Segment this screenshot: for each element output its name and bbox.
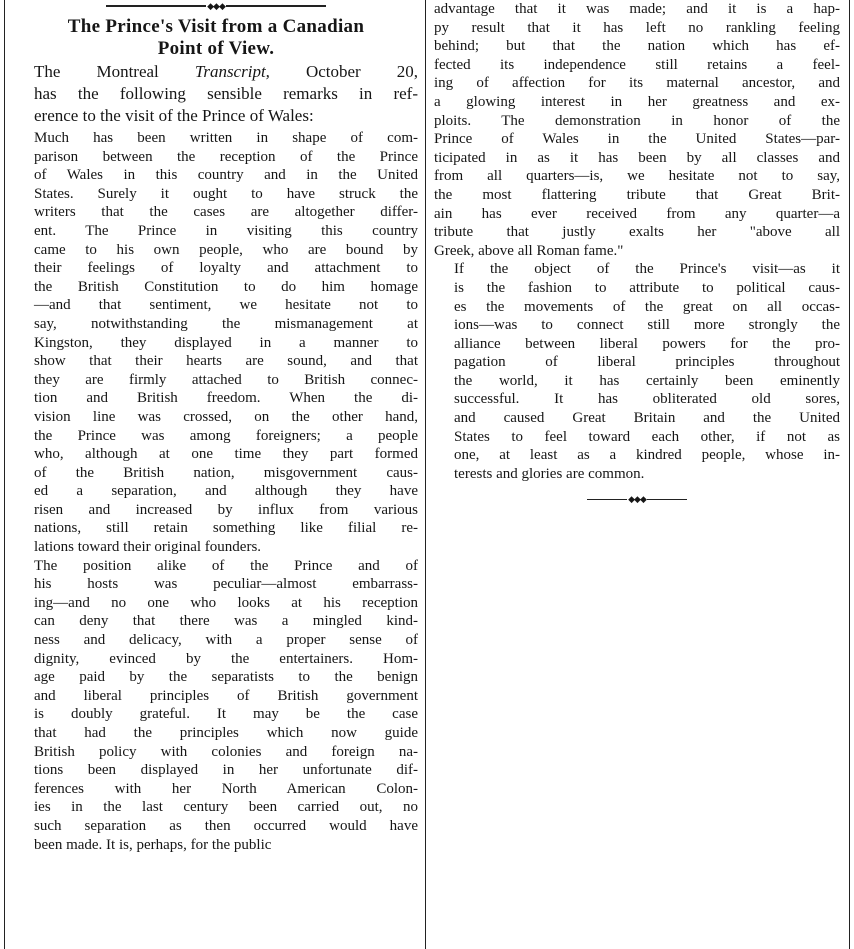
- text-line: —and that sentiment, we hesitate not to: [34, 297, 418, 314]
- text-line: of the British nation, misgovernment caus-: [34, 464, 418, 481]
- text-line: ploits. The demonstration in honor of the: [434, 112, 840, 129]
- text-line: the world, it has certainly been eminently: [454, 372, 840, 389]
- text-line: parison between the reception of the Prince: [34, 148, 418, 165]
- text-line: tribute that justly exalts her "above all: [434, 224, 840, 241]
- text-line: ness and delicacy, with a proper sense of: [34, 632, 418, 649]
- text-line: States. Surely it ought to have struck the: [34, 185, 418, 202]
- column-divider-rule: [425, 0, 426, 949]
- text-line: ticipated in as it has been by all classes and: [434, 149, 840, 166]
- text-line: Greek, above all Roman fame.": [434, 242, 624, 259]
- text-line: show that their hearts are sound, and that: [34, 353, 418, 370]
- text-line: tion and British freedom. When the di-: [34, 390, 418, 407]
- text-line: that had the principles which now guide: [34, 725, 418, 741]
- text-line: ing of affection for its maternal ancestor, and: [434, 75, 840, 92]
- text-line: behind; but that the nation which has ef-: [434, 38, 840, 55]
- text-line: the British Constitution to do him homage: [34, 278, 418, 295]
- end-ornament-rule: ◆◆◆: [434, 493, 840, 505]
- top-ornament-rule: ◆◆◆: [14, 0, 418, 12]
- paragraph-2-continued: [434, 0, 840, 260]
- text-line: from all quarters—is, we hesitate not to say,: [434, 168, 840, 185]
- text-line: ent. The Prince in visiting this country: [34, 222, 418, 239]
- right-column: [434, 0, 840, 505]
- intro-line: has the following sensible remarks in ref-: [34, 84, 418, 103]
- text-line: If the object of the Prince's visit—as it: [454, 261, 840, 278]
- text-line: writers that the cases are altogether differ-: [34, 204, 418, 221]
- text-line: is doubly grateful. It may be the case: [34, 706, 418, 723]
- text-line: py result that it has left no rankling feeling: [434, 19, 840, 36]
- text-line: and liberal principles of British government: [34, 687, 418, 704]
- text-line: say, notwithstanding the mismanagement at: [34, 315, 418, 332]
- text-line: successful. It has obliterated old sores,: [454, 391, 840, 408]
- text-line: came to his own people, who are bound by: [34, 241, 418, 258]
- text-line: Much has been written in shape of com-: [34, 130, 418, 146]
- text-line: been made. It is, perhaps, for the public: [34, 836, 272, 853]
- text-line: ain has ever received from any quarter—a: [434, 205, 840, 222]
- text-line: ies in the last century been carried out, no: [34, 799, 418, 816]
- text-line: nations, still retain something like filial re-: [34, 520, 418, 537]
- text-line: pagation of liberal principles throughout: [454, 354, 840, 371]
- text-line: a glowing interest in her greatness and ex-: [434, 93, 840, 110]
- text-line: Kingston, they displayed in a manner to: [34, 334, 418, 351]
- left-column: [14, 0, 418, 854]
- text-line: such separation as then occurred would have: [34, 817, 418, 834]
- text-line: is the fashion to attribute to political caus-: [454, 279, 840, 296]
- text-line: age paid by the separatists to the benign: [34, 669, 418, 686]
- text-line: ferences with her North American Colon-: [34, 780, 418, 797]
- headline-line-1: The Prince's Visit from a Canadian: [67, 16, 365, 37]
- intro-line: The Montreal Transcript, October 20,: [34, 62, 418, 81]
- text-line: dignity, evinced by the entertainers. Hom-: [34, 650, 418, 667]
- right-border-rule: [849, 0, 850, 949]
- text-line: ing—and no one who looks at his reception: [34, 594, 418, 611]
- text-line: risen and increased by influx from various: [34, 501, 418, 518]
- paragraph-1: [14, 129, 418, 557]
- text-line: who, although at one time they part formed: [34, 446, 418, 463]
- text-line: advantage that it was made; and it is a hap-: [434, 1, 840, 17]
- text-line: his hosts was peculiar—almost embarrass-: [34, 576, 418, 593]
- text-line: the Prince was among foreigners; a people: [34, 427, 418, 444]
- text-line: es the movements of the great on all occas-: [454, 298, 840, 315]
- text-line: one, at least as a kindred people, whose in-: [454, 447, 840, 464]
- text-line: they are firmly attached to British connec-: [34, 371, 418, 388]
- publication-name: Transcript,: [194, 62, 270, 81]
- text-line: vision line was crossed, on the other hand,: [34, 408, 418, 425]
- text-line: terests and glories are common.: [454, 465, 645, 482]
- text-line: Prince of Wales in the United States—par-: [434, 131, 840, 148]
- text-line: alliance between liberal powers for the pro-: [454, 335, 840, 352]
- paragraph-2: [14, 557, 418, 855]
- text-line: British policy with colonies and foreign na-: [34, 743, 418, 760]
- left-border-rule: [4, 0, 5, 949]
- intro-paragraph: [14, 61, 418, 127]
- intro-line: erence to the visit of the Prince of Wales:: [34, 106, 314, 125]
- text-line: can deny that there was a mingled kind-: [34, 613, 418, 630]
- headline-line-2: Point of View.: [157, 38, 275, 59]
- text-line: The position alike of the Prince and of: [34, 557, 418, 574]
- text-line: ions—was to connect still more strongly the: [454, 317, 840, 334]
- text-line: their feelings of loyalty and attachment to: [34, 260, 418, 277]
- text-line: States to feel toward each other, if not as: [454, 428, 840, 445]
- article-headline: [14, 16, 418, 60]
- text-line: fected its independence still retains a feel-: [434, 56, 840, 73]
- text-line: the most flattering tribute that Great Brit-: [434, 186, 840, 203]
- text-line: and caused Great Britain and the United: [454, 410, 840, 427]
- text-line: ed a separation, and although they have: [34, 483, 418, 500]
- text-line: tions been displayed in her unfortunate dif-: [34, 762, 418, 779]
- text-line: of Wales in this country and in the United: [34, 167, 418, 184]
- text-line: lations toward their original founders.: [34, 539, 262, 556]
- paragraph-3: [434, 260, 840, 483]
